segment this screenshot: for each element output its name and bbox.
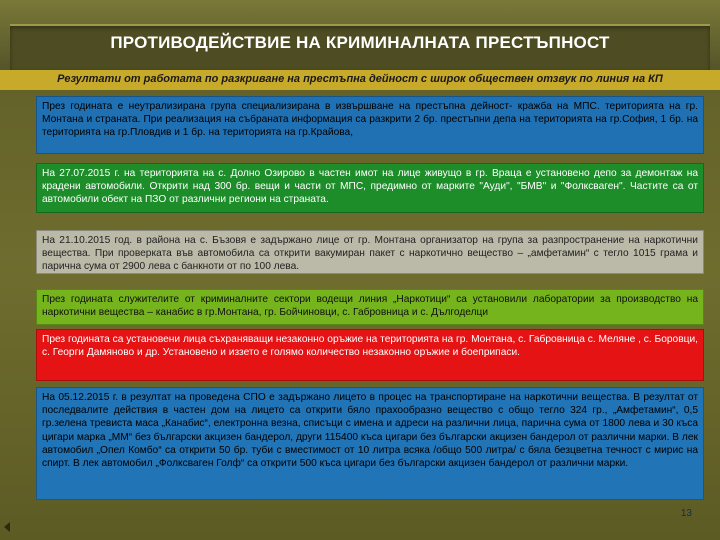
result-block-cannabis-labs: През годината служителите от криминалните сектори водещи линия „Наркотици“ са установили лаборатории за производство на наркотични вещества – канабис в гр.Монтана, гр. Бойчиновци, с. Габровница и с. Дългоделци — [36, 289, 704, 325]
result-block-spo-operation: На 05.12.2015 г. в резултат на проведена СПО е задържано лицето в процес на транспортиране на наркотични вещества. В резултат от последвалите действия в частен дом на лицето са открити бяло прахообразно вещество с общо тегло 324 гр., „Амфетамин“, 0,5 гр.зелена тревиста маса „Канабис“, електронна везна, списъци с имена и адреси на различни лица, парична сума от 1800 лева и 30 къса цигари марка „ММ“ без български акцизен бандерол, други 115400 къса цигари без български акцизен бандерол от различни марки. В лек автомобил „Опел Комбо“ са открити 50 бр. туби с вместимост от 10 литра всяка /общо 500 литра/ с бяла безцветна течност с мирис на спирт. В лек автомобил „Фолксваген Голф“ са открити 500 къса цигари без български акцизен бандерол от различни марки. — [36, 387, 704, 500]
page-number: 13 — [680, 508, 692, 519]
back-arrow-icon[interactable] — [2, 520, 12, 534]
slide-subtitle: Резултати от работата по разкриване на престъпна дейност с широк обществен отзвук по линия на КП — [57, 73, 663, 85]
result-block-dismantling-depot: На 27.07.2015 г. на територията на с. Долно Озирово в частен имот на лице живущо в гр. Враца е установено депо за демонтаж на крадени автомобили. Открити над 300 бр. вещи и части от МПС, предимно от марките "Ауди", "БМВ" и "Фолксваген". Частите са от автомобили обект на ПЗО от различни региони на страната. — [36, 163, 704, 213]
result-block-illegal-weapons: През годината са установени лица съхраняващи незаконно оръжие на територията на гр. Монтана, с. Габровница с. Меляне , с. Боровци, с. Георги Дамяново и др. Установено и иззето е голямо количество незаконно оръжие и боеприпаси. — [36, 329, 704, 381]
result-block-mvs-theft: През годината е неутрализирана група специализирана в извършване на престъпна дейност- кражба на МПС. територията на гр. Монтана и страната. При реализация на събраната информация са разкрити 2 бр. престъпни депа на територията на гр.София, 1 бр. на територията на гр.Пловдив и 1 бр. на територията на гр.Крайова, — [36, 96, 704, 154]
result-block-amphetamine-arrest: На 21.10.2015 год. в района на с. Бъзовя е задържано лице от гр. Монтана организатор на група за разпространение на наркотични вещества. При проверката във автомобила са открити вакумиран пакет с наркотично вещество – „амфетамин“ с тегло 1015 грама и парична сума от 2900 лева с банкноти от по 100 лева. — [36, 230, 704, 274]
slide-title: ПРОТИВОДЕЙСТВИЕ НА КРИМИНАЛНАТА ПРЕСТЪПНОСТ — [110, 33, 610, 52]
